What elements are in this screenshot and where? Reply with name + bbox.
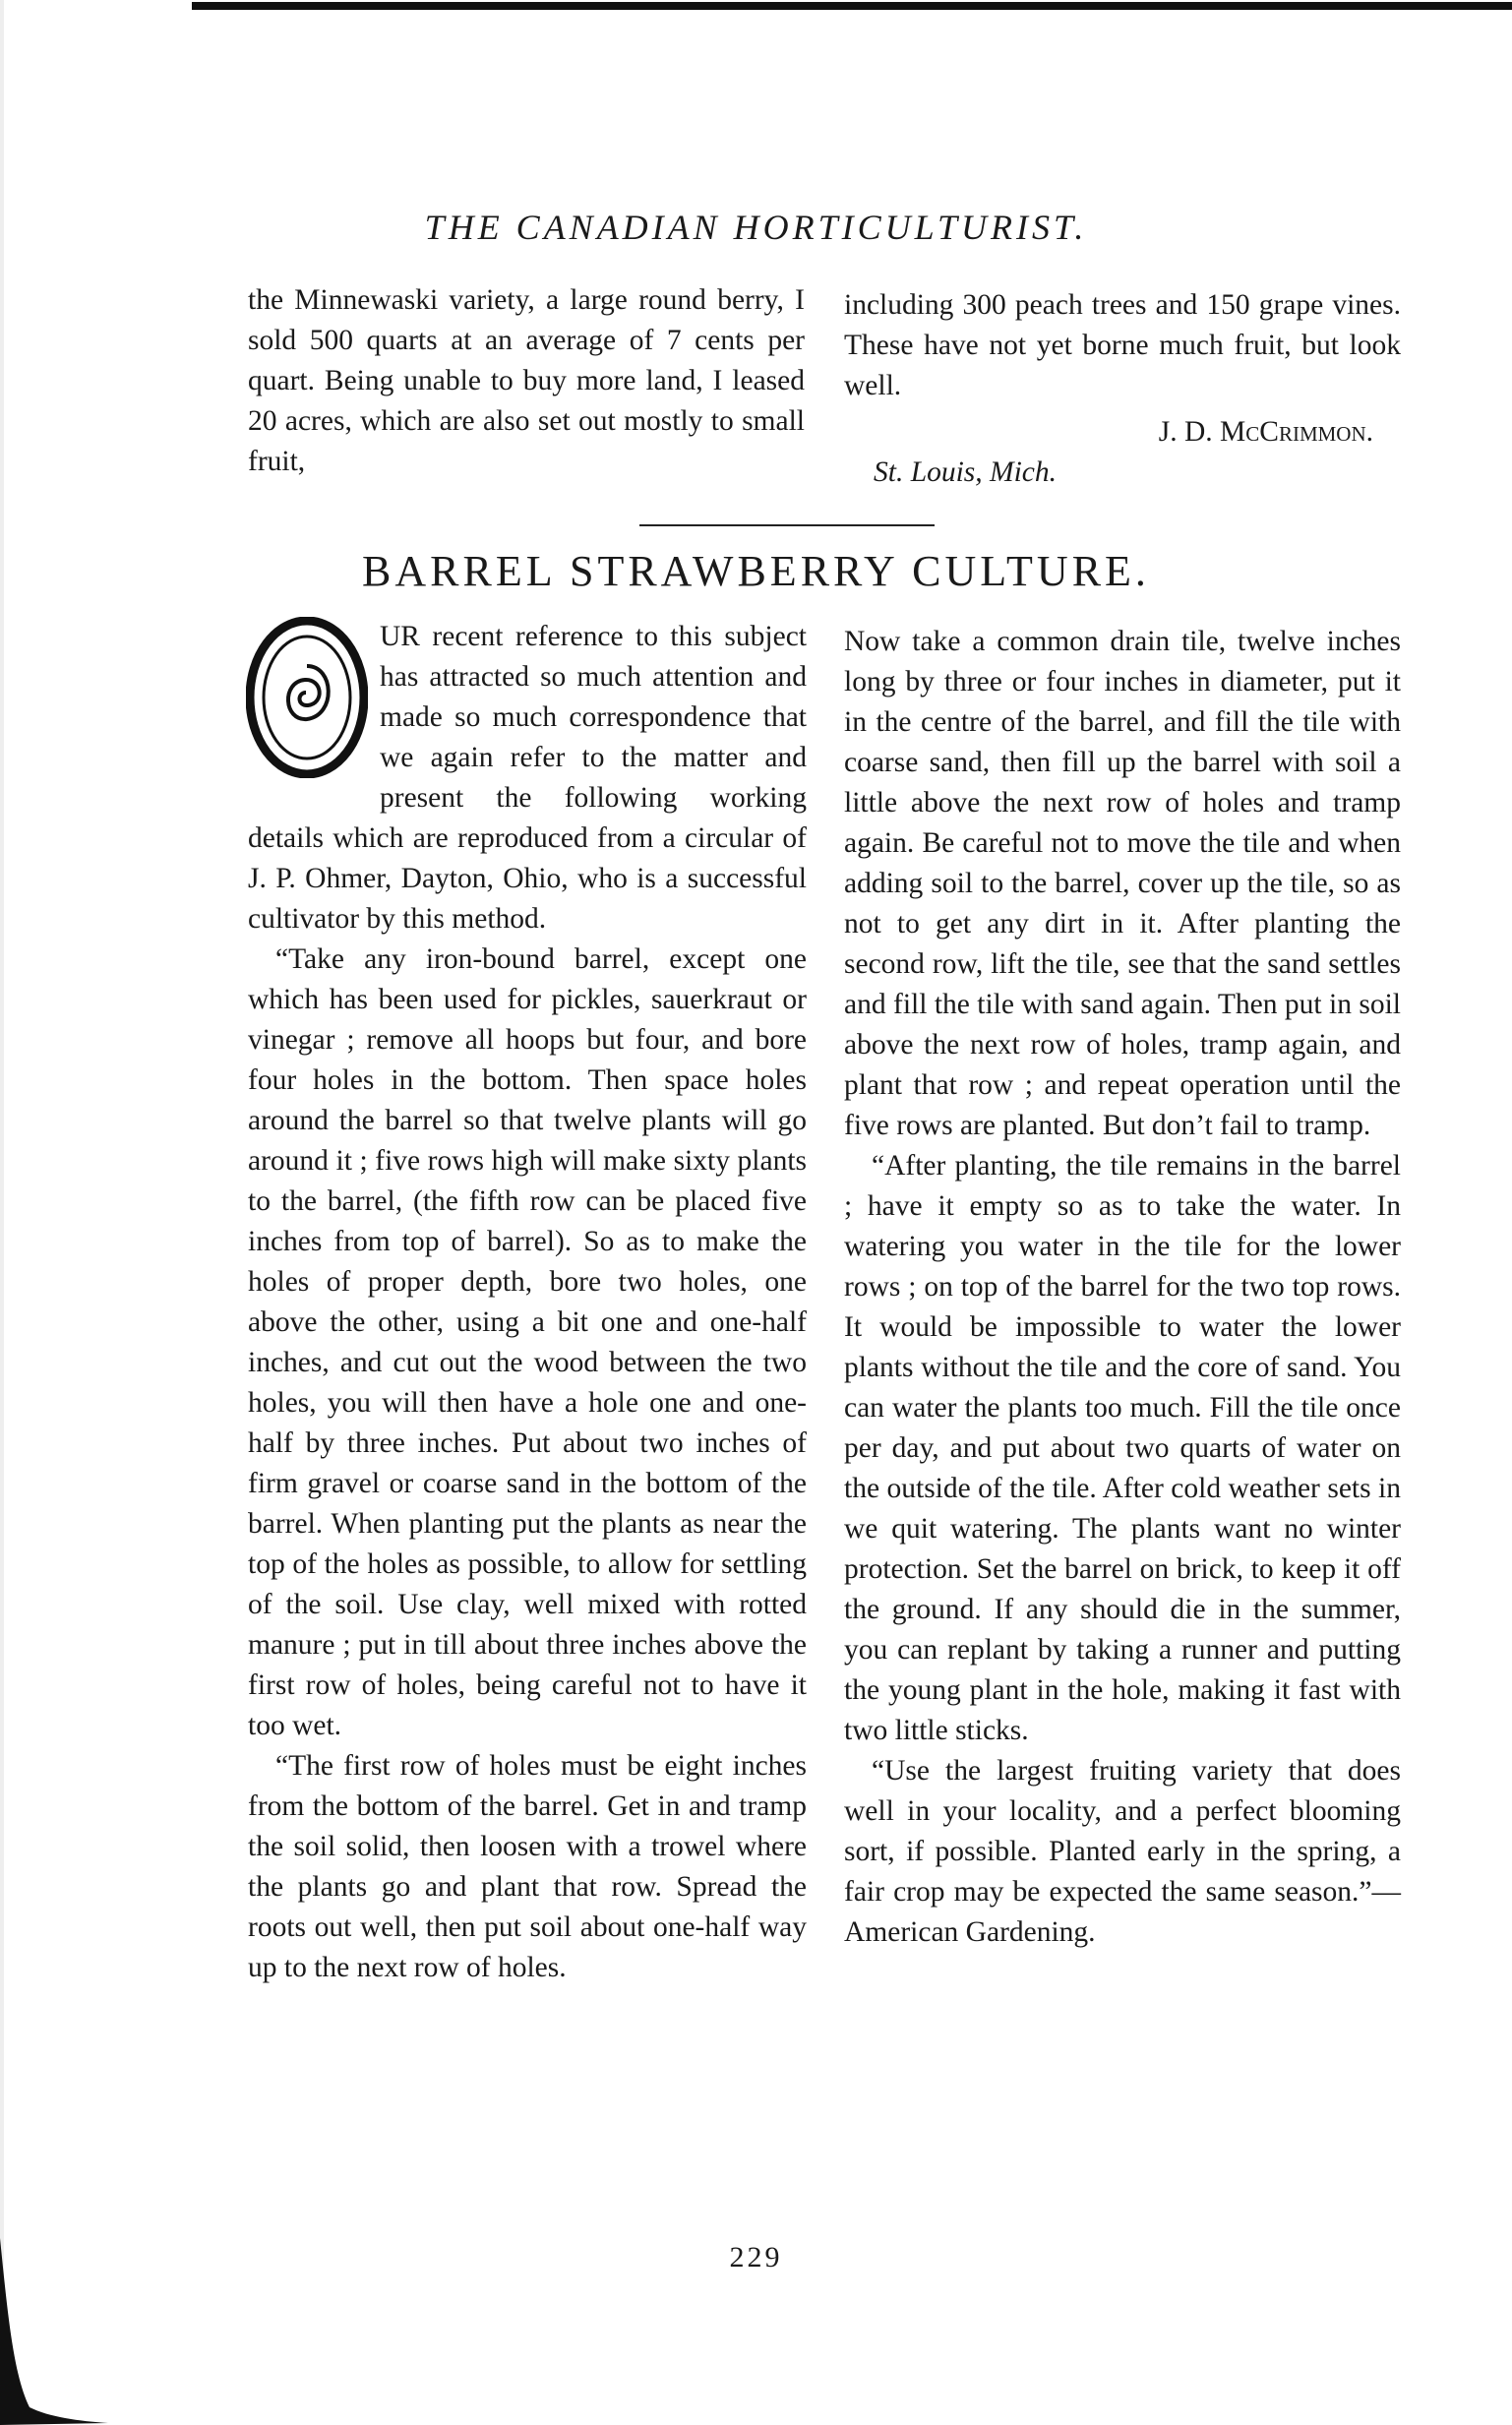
author-location: St. Louis, Mich. bbox=[874, 456, 1058, 488]
spiral-ornament-icon bbox=[246, 617, 368, 778]
article-paragraph: “Use the largest fruiting variety that does well in your locality, and a perfect blooming sort, if possible. Planted early in the spring, a fair crop may be expected the same season.”—American Gardening. bbox=[844, 1755, 1401, 1948]
ornamental-drop-cap bbox=[244, 617, 370, 782]
continued-text-right bbox=[844, 285, 1401, 493]
continued-paragraph-left: the Minnewaski variety, a large round berry, I sold 500 quarts at an average of 7 cents per quart. Being unable to buy more land, I leased 20 acres, which are also set out mostly to small fruit, bbox=[248, 284, 805, 477]
section-divider bbox=[639, 524, 935, 526]
article-paragraph: UR recent reference to this subject has attracted so much attention and made so much correspondence that we again refer to the matter and present the following working details which are reproduced from a circular of J. P. Ohmer, Dayton, Ohio, who is a successful cultivator by this method. bbox=[248, 621, 807, 935]
svg-text:O: O bbox=[307, 697, 308, 698]
author-signature: J. D. McCrimmon. bbox=[1158, 416, 1373, 448]
article-paragraph: “After planting, the tile remains in the barrel ; have it empty so as to take the water. In watering you water in the tile for the lower rows ; on top of the barrel for the two top rows. It would be impossible to water the lower plants without the tile and the core of sand. You can water the plants too much. Fill the tile once per day, and put about two quarts of water on the outside of the tile. After cold weather sets in we quit watering. The plants want no winter protection. Set the barrel on brick, to keep it off the ground. If any should die in the summer, you can replant by taking a runner and putting the young plant in the hole, making it fast with two little sticks. bbox=[844, 1150, 1401, 1746]
article-column-right bbox=[844, 622, 1401, 1953]
page-corner-mark bbox=[0, 2199, 108, 2425]
article-column-left bbox=[248, 617, 807, 1988]
article-paragraph: “The first row of holes must be eight inches from the bottom of the barrel. Get in and tramp the soil solid, then loosen with a trowel where the plants go and plant that row. Spread the roots out well, then put soil about one-half way up to the next row of holes. bbox=[248, 1750, 807, 1983]
top-border-rule bbox=[192, 2, 1512, 10]
running-head: THE CANADIAN HORTICULTURIST. bbox=[424, 208, 1088, 247]
article-paragraph: “Take any iron-bound barrel, except one which has been used for pickles, sauerkraut or vinegar ; remove all hoops but four, and bore four holes in the bottom. Then space holes around the barrel so that twelve plants will go around it ; five rows high will make sixty plants to the barrel, (the fifth row can be placed five inches from top of barrel). So as to make the holes of proper depth, bore two holes, one above the other, using a bit one and one-half inches, and cut out the wood between the two holes, you will then have a hole one and one-half by three inches. Put about two inches of firm gravel or coarse sand in the bottom of the barrel. When planting put the plants as near the top of the holes as possible, to allow for settling of the soil. Use clay, well mixed with rotted manure ; put in till about three inches above the first row of holes, being careful not to have it too wet. bbox=[248, 943, 807, 1741]
page-number: 229 bbox=[729, 2241, 783, 2273]
article-paragraph: Now take a common drain tile, twelve inches long by three or four inches in diameter, put it in the centre of the barrel, and fill the tile with coarse sand, then fill up the barrel with soil a little above the next row of holes and tramp again. Be careful not to move the tile and when adding soil to the barrel, cover up the tile, so as not to get any dirt in it. After planting the second row, lift the tile, see that the sand settles and fill the tile with sand again. Then put in soil above the next row of holes, tramp again, and plant that row ; and repeat operation until the five rows are planted. But don’t fail to tramp. bbox=[844, 626, 1401, 1141]
page-left-edge bbox=[0, 0, 4, 2425]
article-title: BARREL STRAWBERRY CULTURE. bbox=[362, 547, 1150, 595]
continued-paragraph-right: including 300 peach trees and 150 grape vines. These have not yet borne much fruit, but look well. bbox=[844, 289, 1401, 401]
continued-text-left bbox=[248, 280, 805, 482]
